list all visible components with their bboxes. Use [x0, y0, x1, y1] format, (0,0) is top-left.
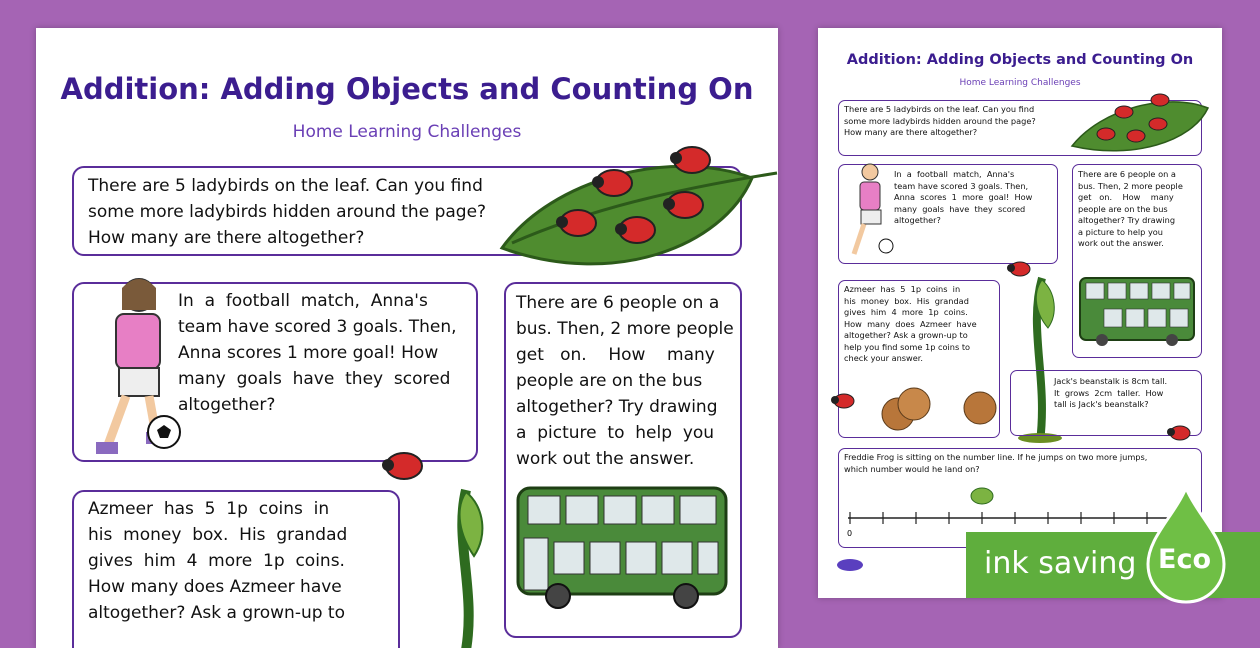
preview-ladybird-icon: [824, 388, 860, 414]
ladybird-question-text: There are 5 ladybirds on the leaf. Can you find some more ladybirds hidden around the page? How many are there altogether?: [88, 176, 487, 248]
eco-label: Eco: [1158, 544, 1211, 575]
preview-girl-illustration: [834, 158, 896, 270]
football-icon: [144, 412, 184, 452]
coins-question-text: Azmeer has 5 1p coins in his money box. His grandad gives him 4 more 1p coins. How many does Azmeer have altogether? Ask a grown-up to: [88, 499, 348, 623]
worksheet-large: [36, 28, 778, 648]
preview-beanstalk-text: Jack's beanstalk is 8cm tall. It grows 2cm taller. How tall is Jack's beanstalk?: [1054, 376, 1168, 409]
number-line-zero-label: 0: [847, 529, 853, 538]
beanstalk-illustration: [436, 480, 496, 648]
preview-title: Addition: Adding Objects and Counting On: [846, 52, 1194, 68]
worksheet-title: Addition: Adding Objects and Counting On: [60, 72, 754, 106]
preview-leaf-illustration: [1068, 88, 1218, 158]
preview-coins-illustration: [880, 386, 1000, 436]
preview-football-text: In a football match, Anna's team have scored 3 goals. Then, Anna scores 1 more goal! How many goals have they scored altogether?: [894, 169, 1033, 225]
preview-subtitle: Home Learning Challenges: [959, 78, 1081, 88]
preview-bus-illustration: [1078, 276, 1198, 348]
football-question-text: In a football match, Anna's team have scored 3 goals. Then, Anna scores 1 more goal! How many goals have they scored altogether?: [178, 291, 457, 415]
leaf-illustration: [492, 138, 778, 288]
ink-saving-label: ink saving: [984, 546, 1137, 581]
bus-illustration: [514, 482, 732, 612]
worksheet-subtitle: Home Learning Challenges: [292, 122, 522, 142]
twinkl-logo: [836, 558, 864, 572]
preview-ladybird-text: There are 5 ladybirds on the leaf. Can you find some more ladybirds hidden around the page? How many are there altogether?: [844, 104, 1036, 137]
ladybird-icon: [372, 446, 428, 486]
preview-coins-text: Azmeer has 5 1p coins in his money box. His grandad gives him 4 more 1p coins. How many does Azmeer have altogether? Ask a grown-up to help you find some 1p coins to check your answer.: [844, 284, 977, 363]
preview-ladybird-icon: [1160, 420, 1196, 446]
preview-bus-text: There are 6 people on a bus. Then, 2 more people get on. How many people are on the bus altogether? Try drawing a picture to help you work out the answer.: [1078, 169, 1183, 248]
preview-ladybird-icon: [1000, 256, 1036, 282]
preview-numberline-text: Freddie Frog is sitting on the number line. If he jumps on two more jumps, which number would he land on?: [844, 452, 1148, 474]
bus-question-text: There are 6 people on a bus. Then, 2 more people get on. How many people are on the bus altogether? Try drawing a picture to help you work out the answer.: [516, 293, 734, 469]
